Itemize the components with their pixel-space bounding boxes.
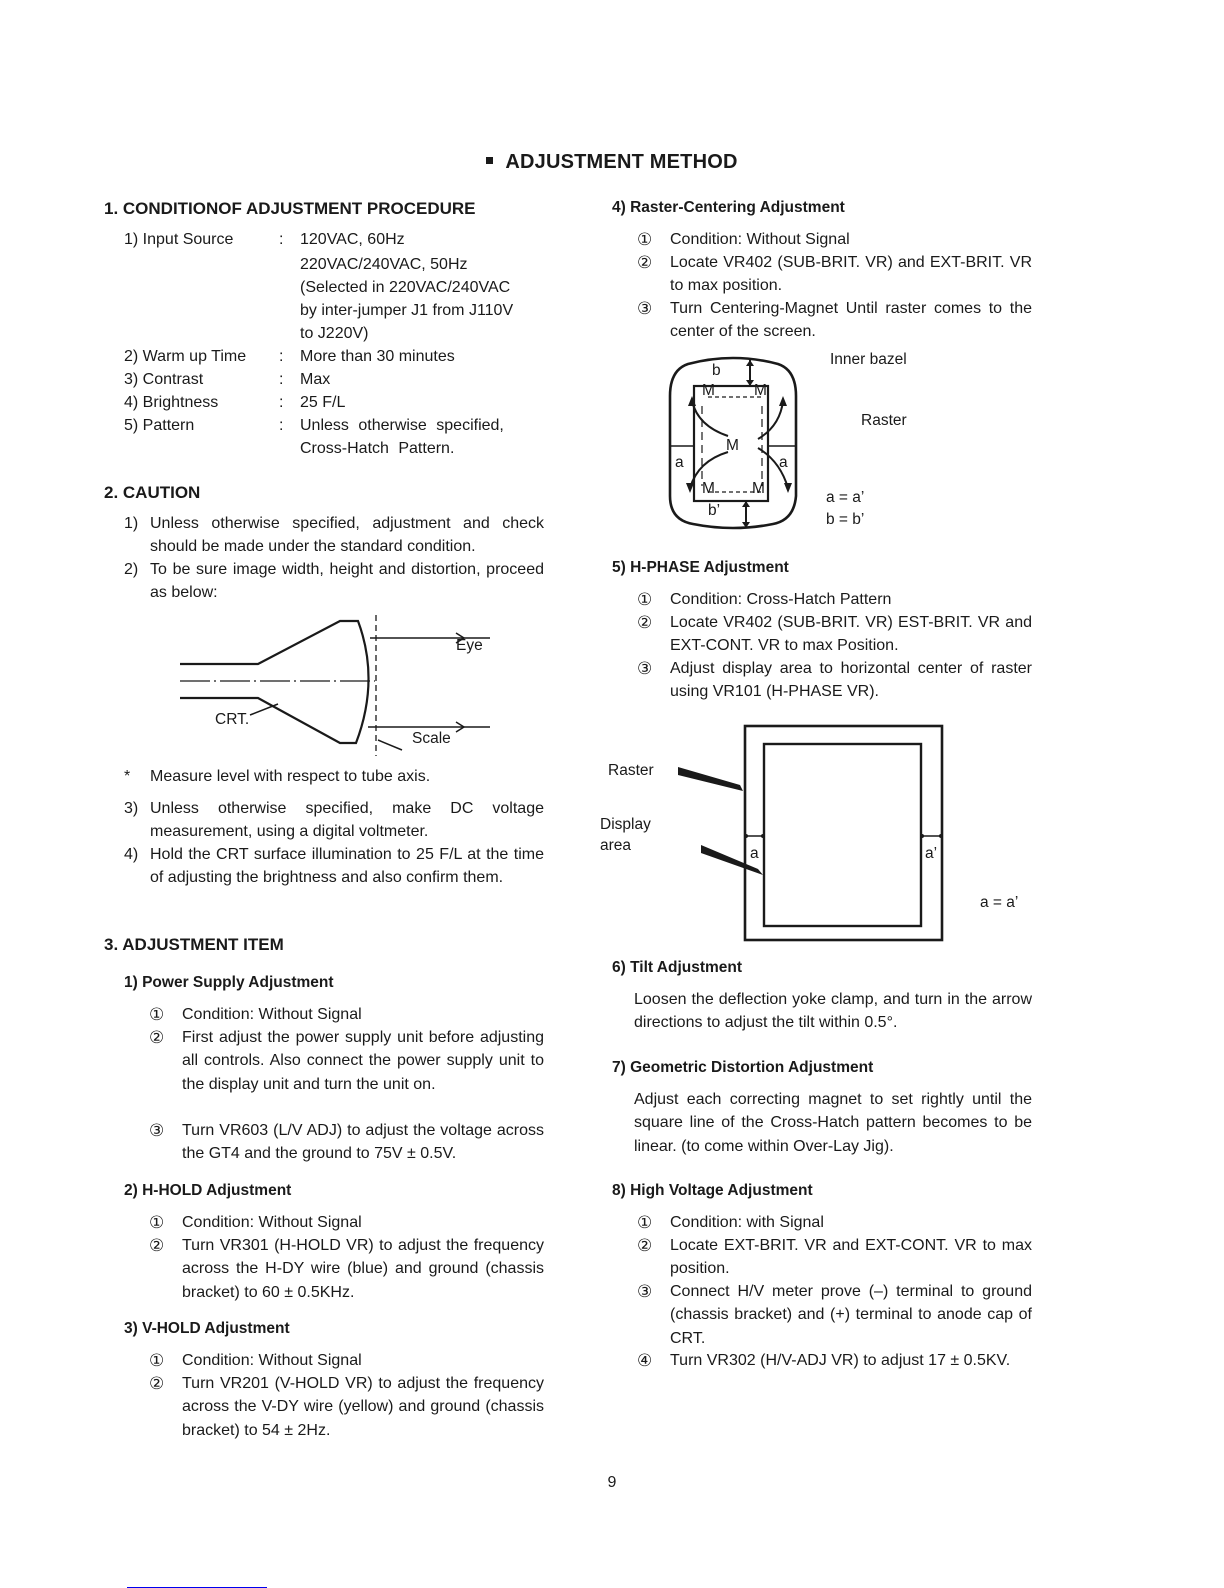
circled-number: ①	[637, 590, 653, 609]
row-label: 1) Input Source	[124, 231, 234, 248]
label-m-bottom-left: M	[702, 480, 715, 497]
geometric-heading: 7) Geometric Distortion Adjustment	[612, 1059, 874, 1076]
circled-number: ②	[637, 1236, 653, 1255]
circled-number: ③	[637, 659, 653, 678]
raster-step-3	[637, 297, 1032, 345]
caution-item-4	[124, 843, 544, 913]
step-text: Turn VR201 (V-HOLD VR) to adjust the frequency across the V-DY wire (yellow) and ground (chassis bracket) to 54 ± 2Hz.	[182, 1375, 544, 1439]
row-colon: :	[279, 231, 284, 248]
power-step-3	[149, 1119, 544, 1167]
label-m-center: M	[726, 437, 739, 454]
row-value: Unless otherwise specified, Cross-Hatch Pattern.	[300, 417, 504, 458]
circled-number: ②	[637, 613, 653, 632]
label-m-top-right: M	[754, 382, 767, 399]
hhold-heading: 2) H-HOLD Adjustment	[124, 1182, 292, 1199]
raster-centering-heading: 4) Raster-Centering Adjustment	[612, 199, 845, 216]
item-text: Hold the CRT surface illumination to 25 F/L at the time of adjusting the brightness and also confirm them.	[150, 846, 544, 887]
caution-item-1	[124, 512, 544, 560]
vhold-step-2	[149, 1372, 544, 1442]
row-colon: :	[279, 348, 284, 365]
input-source-line: to J220V)	[300, 325, 369, 342]
eye-label: Eye	[456, 637, 483, 654]
raster-label: Raster	[608, 762, 654, 779]
high-voltage-heading: 8) High Voltage Adjustment	[612, 1182, 813, 1199]
hphase-step-1	[637, 588, 1032, 612]
row-colon: :	[279, 371, 284, 388]
section2-heading: 2. CAUTION	[104, 483, 201, 502]
display-area-label-line2: area	[600, 837, 632, 854]
tilt-heading: 6) Tilt Adjustment	[612, 959, 743, 976]
circled-number: ②	[149, 1028, 165, 1047]
step-text: Connect H/V meter prove (–) terminal to ground (chassis bracket) and (+) terminal to anode cap of CRT.	[670, 1283, 1032, 1347]
caution-item-3	[124, 797, 544, 845]
hv-step-4	[637, 1349, 1032, 1397]
step-text: Condition: Without Signal	[182, 1352, 362, 1369]
circled-number: ①	[149, 1213, 165, 1232]
hphase-step-3	[637, 657, 1032, 705]
vhold-heading: 3) V-HOLD Adjustment	[124, 1320, 290, 1337]
item-number: 2)	[124, 561, 139, 578]
label-m-top-left: M	[702, 382, 715, 399]
display-area-label: Display	[600, 816, 651, 833]
step-text: Locate EXT-BRIT. VR and EXT-CONT. VR to max position.	[670, 1237, 1032, 1278]
crt-label: CRT.	[215, 711, 250, 728]
section3-heading: 3. ADJUSTMENT ITEM	[104, 935, 284, 954]
label-a-right: a	[779, 454, 788, 471]
item-number: 3)	[124, 800, 139, 817]
circled-number: ①	[637, 230, 653, 249]
step-text: Locate VR402 (SUB-BRIT. VR) EST-BRIT. VR and EXT-CONT. VR to max Position.	[670, 614, 1032, 655]
item-text: Unless otherwise specified, adjustment and check should be made under the standard condition.	[150, 515, 544, 556]
row-colon: :	[279, 394, 284, 411]
hphase-heading: 5) H-PHASE Adjustment	[612, 559, 789, 576]
row-label: 3) Contrast	[124, 371, 204, 388]
row-label: 2) Warm up Time	[124, 348, 247, 365]
vhold-step-1	[149, 1349, 544, 1373]
circled-number: ④	[637, 1351, 653, 1370]
raster-label: Raster	[861, 412, 907, 429]
step-text: Condition: with Signal	[670, 1214, 824, 1231]
page-title-text: ADJUSTMENT METHOD	[505, 151, 738, 173]
equation-b: b = b’	[826, 511, 865, 528]
label-a-left: a	[675, 454, 684, 471]
step-text: Turn VR302 (H/V-ADJ VR) to adjust 17 ± 0.5KV.	[670, 1352, 1011, 1369]
geometric-text: Adjust each correcting magnet to set rightly until the square line of the Cross-Hatch pattern becomes to be linear. (to come within Over-Lay Jig).	[634, 1091, 1032, 1155]
label-b: b	[712, 362, 721, 379]
step-text: Locate VR402 (SUB-BRIT. VR) and EXT-BRIT. VR to max position.	[670, 254, 1032, 295]
equation-a: a = a’	[980, 894, 1019, 911]
circled-number: ②	[637, 253, 653, 272]
hphase-step-2	[637, 611, 1032, 659]
page-title	[0, 151, 1224, 174]
step-text: Turn VR301 (H-HOLD VR) to adjust the frequency across the H-DY wire (blue) and ground (chassis bracket) to 60 ± 0.5KHz.	[182, 1237, 544, 1301]
asterisk-mark: *	[124, 768, 131, 785]
caution-note	[124, 765, 544, 789]
item-text: Measure level with respect to tube axis.	[150, 768, 431, 785]
scale-label: Scale	[412, 730, 451, 747]
step-text: First adjust the power supply unit before adjusting all controls. Also connect the power supply unit to the display unit and turn the unit on.	[182, 1029, 544, 1093]
label-a-prime: a’	[925, 845, 938, 862]
row-value: Max	[300, 371, 331, 388]
input-source-line: (Selected in 220VAC/240VAC	[300, 279, 511, 296]
circled-number: ①	[637, 1213, 653, 1232]
square-bullet-icon	[486, 157, 493, 164]
inner-bezel-label: Inner bazel	[830, 351, 907, 368]
hhold-step-1	[149, 1211, 544, 1235]
item-text: Unless otherwise specified, make DC voltage measurement, using a digital voltmeter.	[150, 800, 544, 841]
row-value: More than 30 minutes	[300, 348, 455, 365]
circled-number: ③	[637, 1282, 653, 1301]
caution-item-2	[124, 558, 544, 606]
circled-number: ①	[149, 1351, 165, 1370]
label-a: a	[750, 845, 759, 862]
row-colon: :	[279, 417, 284, 434]
input-source-line: by inter-jumper J1 from J110V	[300, 302, 514, 319]
row-value: 120VAC, 60Hz	[300, 231, 405, 248]
label-b-prime: b’	[708, 502, 721, 519]
row-label: 4) Brightness	[124, 394, 219, 411]
row-label: 5) Pattern	[124, 417, 195, 434]
hhold-step-2	[149, 1234, 544, 1304]
item-number: 4)	[124, 846, 139, 863]
hv-step-2	[637, 1234, 1032, 1282]
hv-step-3	[637, 1280, 1032, 1350]
step-text: Adjust display area to horizontal center of raster using VR101 (H-PHASE VR).	[670, 660, 1032, 701]
step-text: Condition: Without Signal	[670, 231, 850, 248]
raster-step-2	[637, 251, 1032, 299]
condition-table	[124, 228, 564, 468]
hv-step-1	[637, 1211, 1032, 1235]
label-m-bottom-right: M	[752, 480, 765, 497]
page-number: 9	[607, 1474, 617, 1491]
tilt-text: Loosen the deflection yoke clamp, and turn in the arrow directions to adjust the tilt within 0.5°.	[634, 991, 1032, 1032]
item-number: 1)	[124, 515, 139, 532]
hphase-diagram	[670, 725, 950, 945]
section1-heading: 1. CONDITIONOF ADJUSTMENT PROCEDURE	[104, 199, 476, 218]
step-text: Turn VR603 (L/V ADJ) to adjust the voltage across the GT4 and the ground to 75V ± 0.5V.	[182, 1122, 544, 1163]
circled-number: ②	[149, 1374, 165, 1393]
circled-number: ②	[149, 1236, 165, 1255]
circled-number: ①	[149, 1005, 165, 1024]
raster-step-1	[637, 228, 1032, 252]
step-text: Condition: Without Signal	[182, 1006, 362, 1023]
item-text: To be sure image width, height and distortion, proceed as below:	[150, 561, 544, 602]
power-supply-heading: 1) Power Supply Adjustment	[124, 974, 334, 991]
step-text: Condition: Without Signal	[182, 1214, 362, 1231]
circled-number: ③	[637, 299, 653, 318]
input-source-line: 220VAC/240VAC, 50Hz	[300, 256, 468, 273]
circled-number: ③	[149, 1121, 165, 1140]
step-text: Condition: Cross-Hatch Pattern	[670, 591, 892, 608]
step-text: Turn Centering-Magnet Until raster comes to the center of the screen.	[670, 300, 1032, 341]
power-step-1	[149, 1003, 544, 1027]
power-step-2	[149, 1026, 544, 1120]
equation-a: a = a’	[826, 489, 865, 506]
row-value: 25 F/L	[300, 394, 346, 411]
